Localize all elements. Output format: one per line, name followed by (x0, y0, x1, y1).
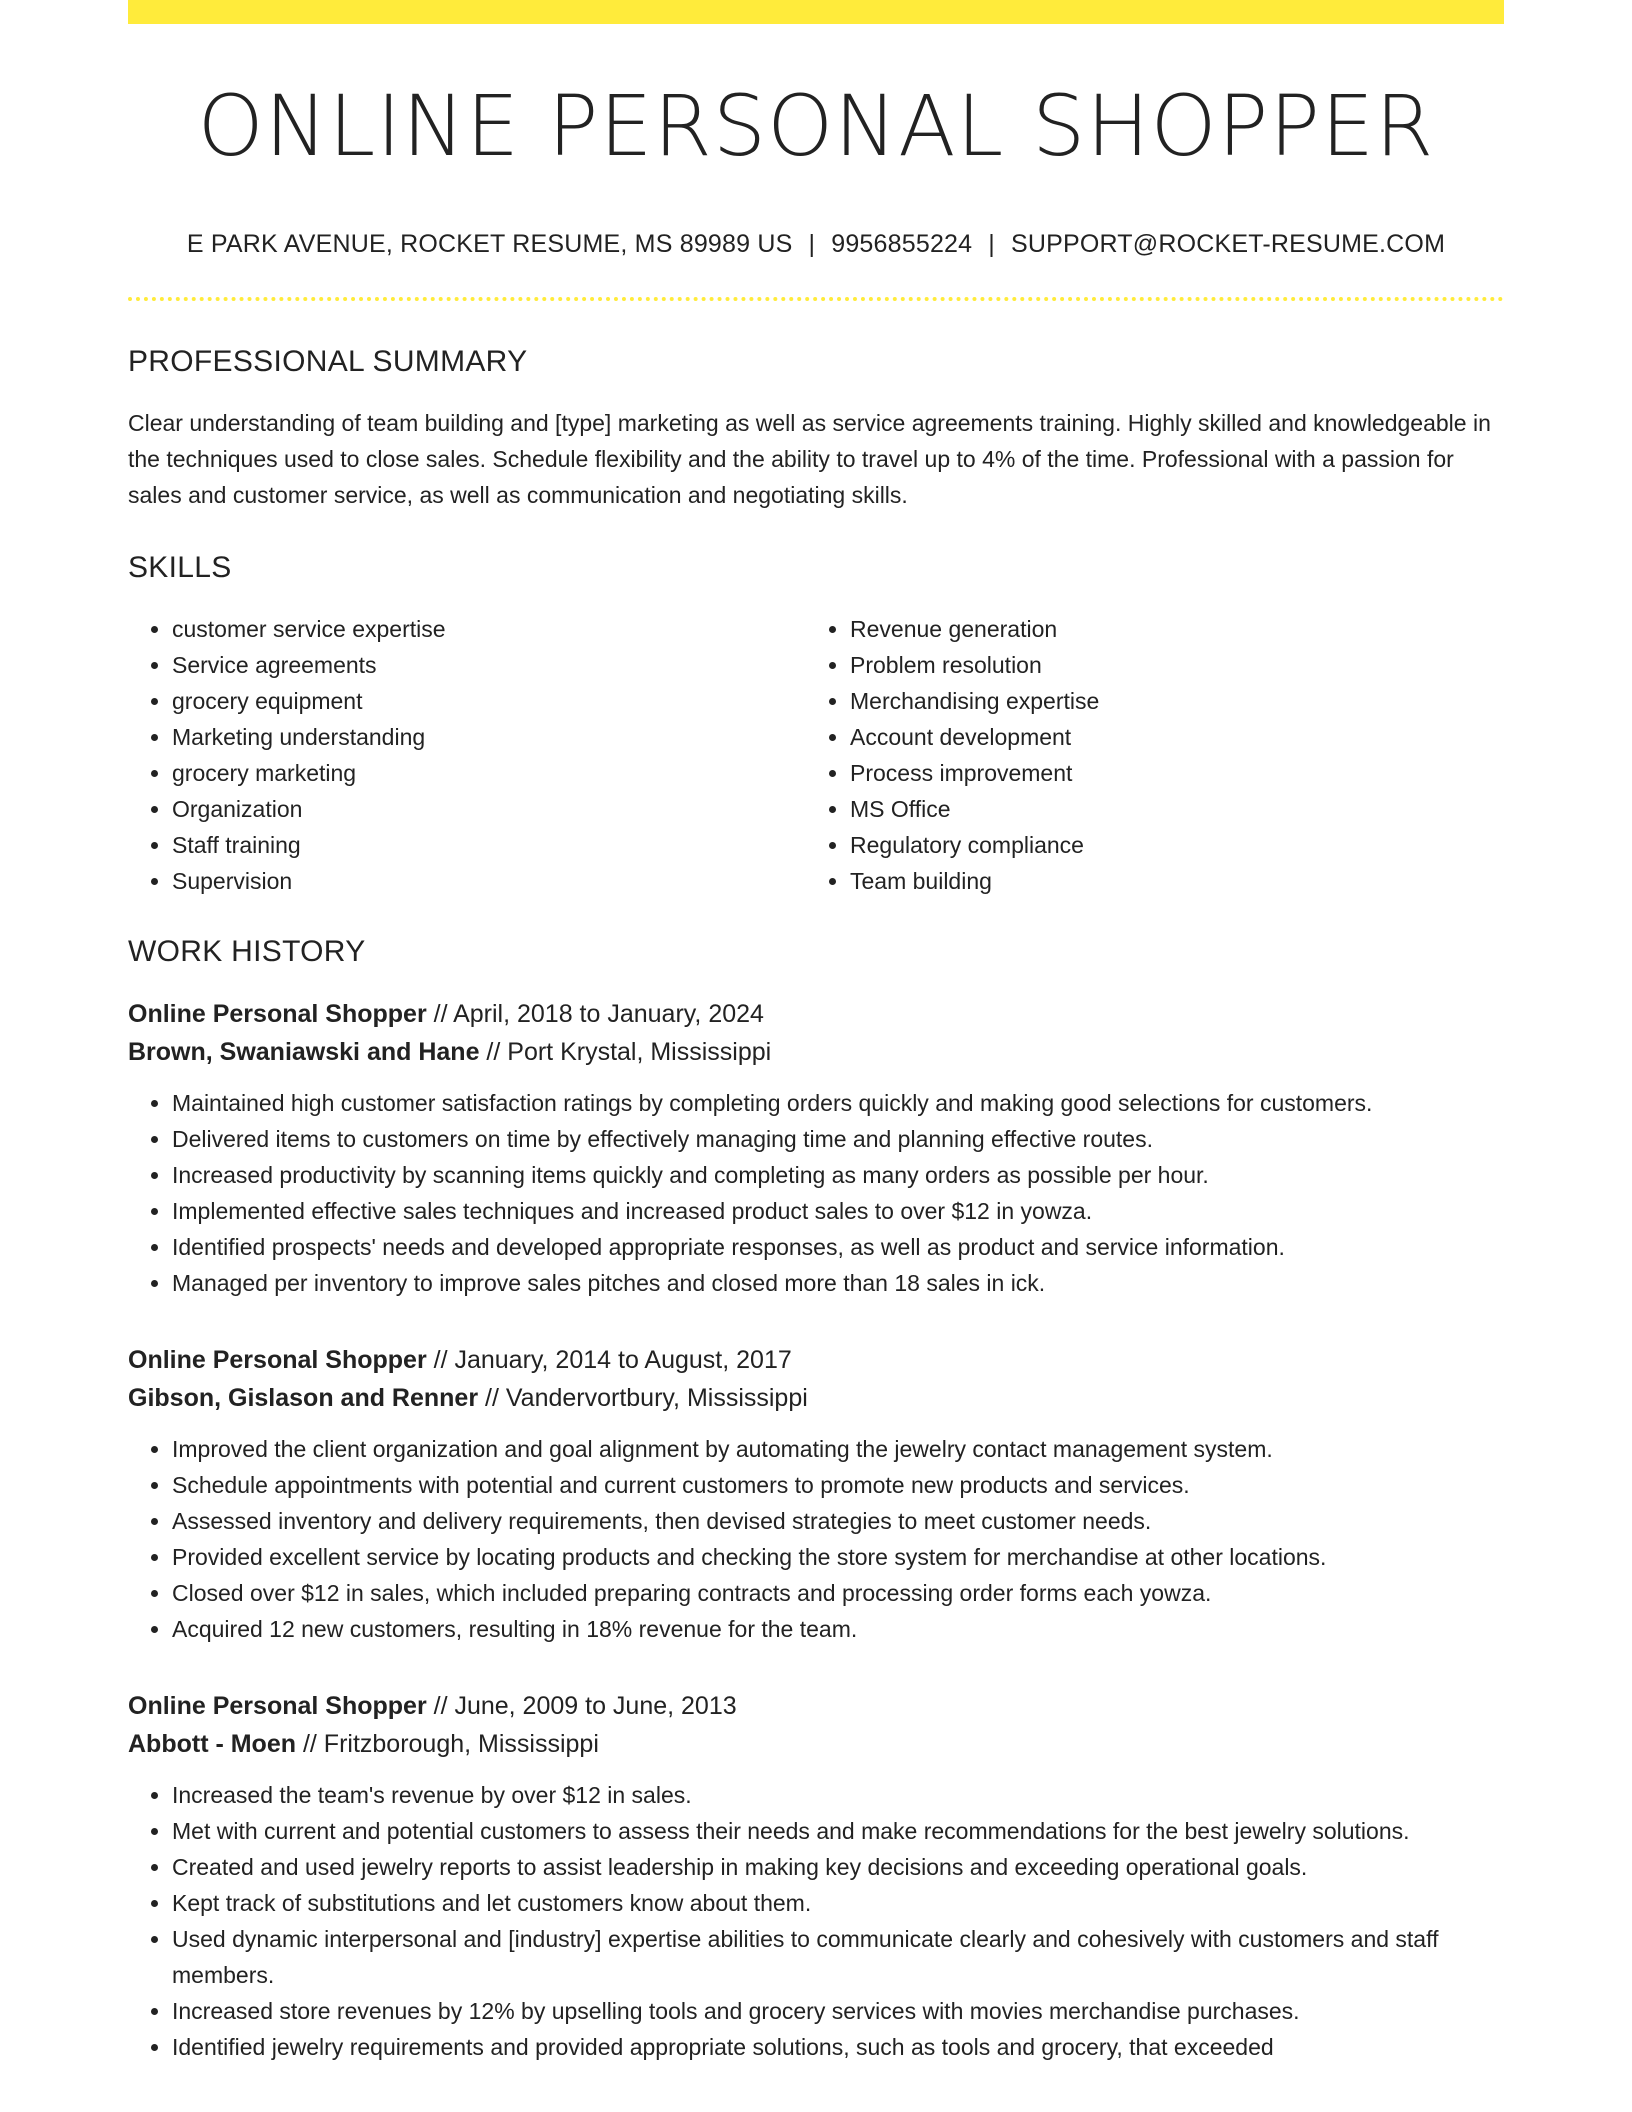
job-role: Online Personal Shopper (128, 1346, 427, 1375)
job-entry (128, 1341, 1504, 1647)
skill-item: • Organization (172, 791, 806, 827)
skills-grid (128, 611, 1504, 899)
job-location: // Fritzborough, Mississippi (296, 1730, 599, 1759)
job-bullet: • Provided excellent service by locating products and checking the store system for merchandise at other locations. (172, 1539, 1504, 1575)
job-bullet: • Increased store revenues by 12% by upselling tools and grocery services with movies merchandise purchases. (172, 1993, 1504, 2029)
job-bullet: • Increased the team's revenue by over $12 in sales. (172, 1777, 1504, 1813)
job-bullet: • Used dynamic interpersonal and [industry] expertise abilities to communicate clearly and cohesively with customers and staff members. (172, 1921, 1504, 1993)
job-bullet: • Managed per inventory to improve sales pitches and closed more than 18 sales in ick. (172, 1265, 1504, 1301)
job-company: Gibson, Gislason and Renner (128, 1384, 479, 1413)
skills-list-left (128, 611, 806, 899)
job-dates: // April, 2018 to January, 2024 (426, 1000, 764, 1029)
job-company: Brown, Swaniawski and Hane (128, 1038, 480, 1067)
job-bullet: • Met with current and potential customers to assess their needs and make recommendations for the best jewelry solutions. (172, 1813, 1504, 1849)
work-history-list (128, 995, 1504, 2065)
skill-item: • customer service expertise (172, 611, 806, 647)
job-role: Online Personal Shopper (128, 1000, 427, 1029)
job-title-line (128, 1687, 1504, 1725)
job-bullet: • Identified jewelry requirements and provided appropriate solutions, such as tools and grocery, that exceeded (172, 2029, 1504, 2065)
contact-address: E PARK AVENUE, ROCKET RESUME, MS 89989 US (186, 230, 793, 259)
skill-item: • Supervision (172, 863, 806, 899)
skills-heading: SKILLS (128, 551, 232, 585)
skill-item: • Team building (850, 863, 1484, 899)
skill-item: • Merchandising expertise (850, 683, 1484, 719)
summary-heading: PROFESSIONAL SUMMARY (128, 345, 528, 379)
job-bullet: • Closed over $12 in sales, which included preparing contracts and processing order forms each yowza. (172, 1575, 1504, 1611)
job-bullet: • Increased productivity by scanning items quickly and completing as many orders as possible per hour. (172, 1157, 1504, 1193)
contact-separator: | (808, 230, 816, 259)
contact-phone: 9956855224 (831, 230, 973, 259)
contact-email[interactable]: SUPPORT@ROCKET-RESUME.COM (1010, 230, 1446, 259)
job-entry (128, 995, 1504, 1301)
job-bullets (128, 1085, 1504, 1301)
job-bullet: • Schedule appointments with potential and current customers to promote new products and services. (172, 1467, 1504, 1503)
skill-item: • grocery equipment (172, 683, 806, 719)
header-divider (128, 297, 1504, 301)
job-title-line (128, 995, 1504, 1033)
job-bullet: • Acquired 12 new customers, resulting in 18% revenue for the team. (172, 1611, 1504, 1647)
skill-item: • MS Office (850, 791, 1484, 827)
top-accent-bar (128, 0, 1504, 24)
skill-item: • Service agreements (172, 647, 806, 683)
job-bullets (128, 1431, 1504, 1647)
resume-name: ONLINE PERSONAL SHOPPER (197, 77, 1435, 175)
job-dates: // June, 2009 to June, 2013 (426, 1692, 737, 1721)
job-company: Abbott - Moen (128, 1730, 297, 1759)
job-location: // Port Krystal, Mississippi (479, 1038, 772, 1067)
job-bullets (128, 1777, 1504, 2065)
job-location: // Vandervortbury, Mississippi (478, 1384, 808, 1413)
job-bullet: • Implemented effective sales techniques and increased product sales to over $12 in yowza. (172, 1193, 1504, 1229)
summary-text: Clear understanding of team building and [type] marketing as well as service agreements training. Highly skilled and knowledgeable in the techniques used to close sales. Schedule flexibility and the ability to travel up to 4% of the time. Professional with a passion for sales and customer service, as well as communication and negotiating skills. (128, 410, 1491, 509)
skill-item: • Account development (850, 719, 1484, 755)
job-bullet: • Assessed inventory and delivery requirements, then devised strategies to meet customer needs. (172, 1503, 1504, 1539)
job-bullet: • Identified prospects' needs and developed appropriate responses, as well as product and service information. (172, 1229, 1504, 1265)
skill-item: • Marketing understanding (172, 719, 806, 755)
skill-item: • Process improvement (850, 755, 1484, 791)
skill-item: • Problem resolution (850, 647, 1484, 683)
skill-item: • grocery marketing (172, 755, 806, 791)
skill-item: • Regulatory compliance (850, 827, 1484, 863)
skill-item: • Revenue generation (850, 611, 1484, 647)
job-entry (128, 1687, 1504, 2065)
job-bullet: • Delivered items to customers on time by effectively managing time and planning effective routes. (172, 1121, 1504, 1157)
contact-separator: | (988, 230, 995, 259)
job-company-line (128, 1033, 1504, 1071)
job-bullet: • Created and used jewelry reports to assist leadership in making key decisions and exceeding operational goals. (172, 1849, 1504, 1885)
skills-list-right (806, 611, 1484, 899)
work-history-heading: WORK HISTORY (128, 935, 366, 969)
job-bullet: • Maintained high customer satisfaction ratings by completing orders quickly and making good selections for customers. (172, 1085, 1504, 1121)
resume-page (128, 0, 1504, 2065)
job-company-line (128, 1725, 1504, 1763)
job-company-line (128, 1379, 1504, 1417)
job-dates: // January, 2014 to August, 2017 (426, 1346, 792, 1375)
contact-line (128, 230, 1504, 259)
skill-item: • Staff training (172, 827, 806, 863)
job-title-line (128, 1341, 1504, 1379)
job-role: Online Personal Shopper (128, 1692, 427, 1721)
job-bullet: • Improved the client organization and goal alignment by automating the jewelry contact management system. (172, 1431, 1504, 1467)
job-bullet: • Kept track of substitutions and let customers know about them. (172, 1885, 1504, 1921)
